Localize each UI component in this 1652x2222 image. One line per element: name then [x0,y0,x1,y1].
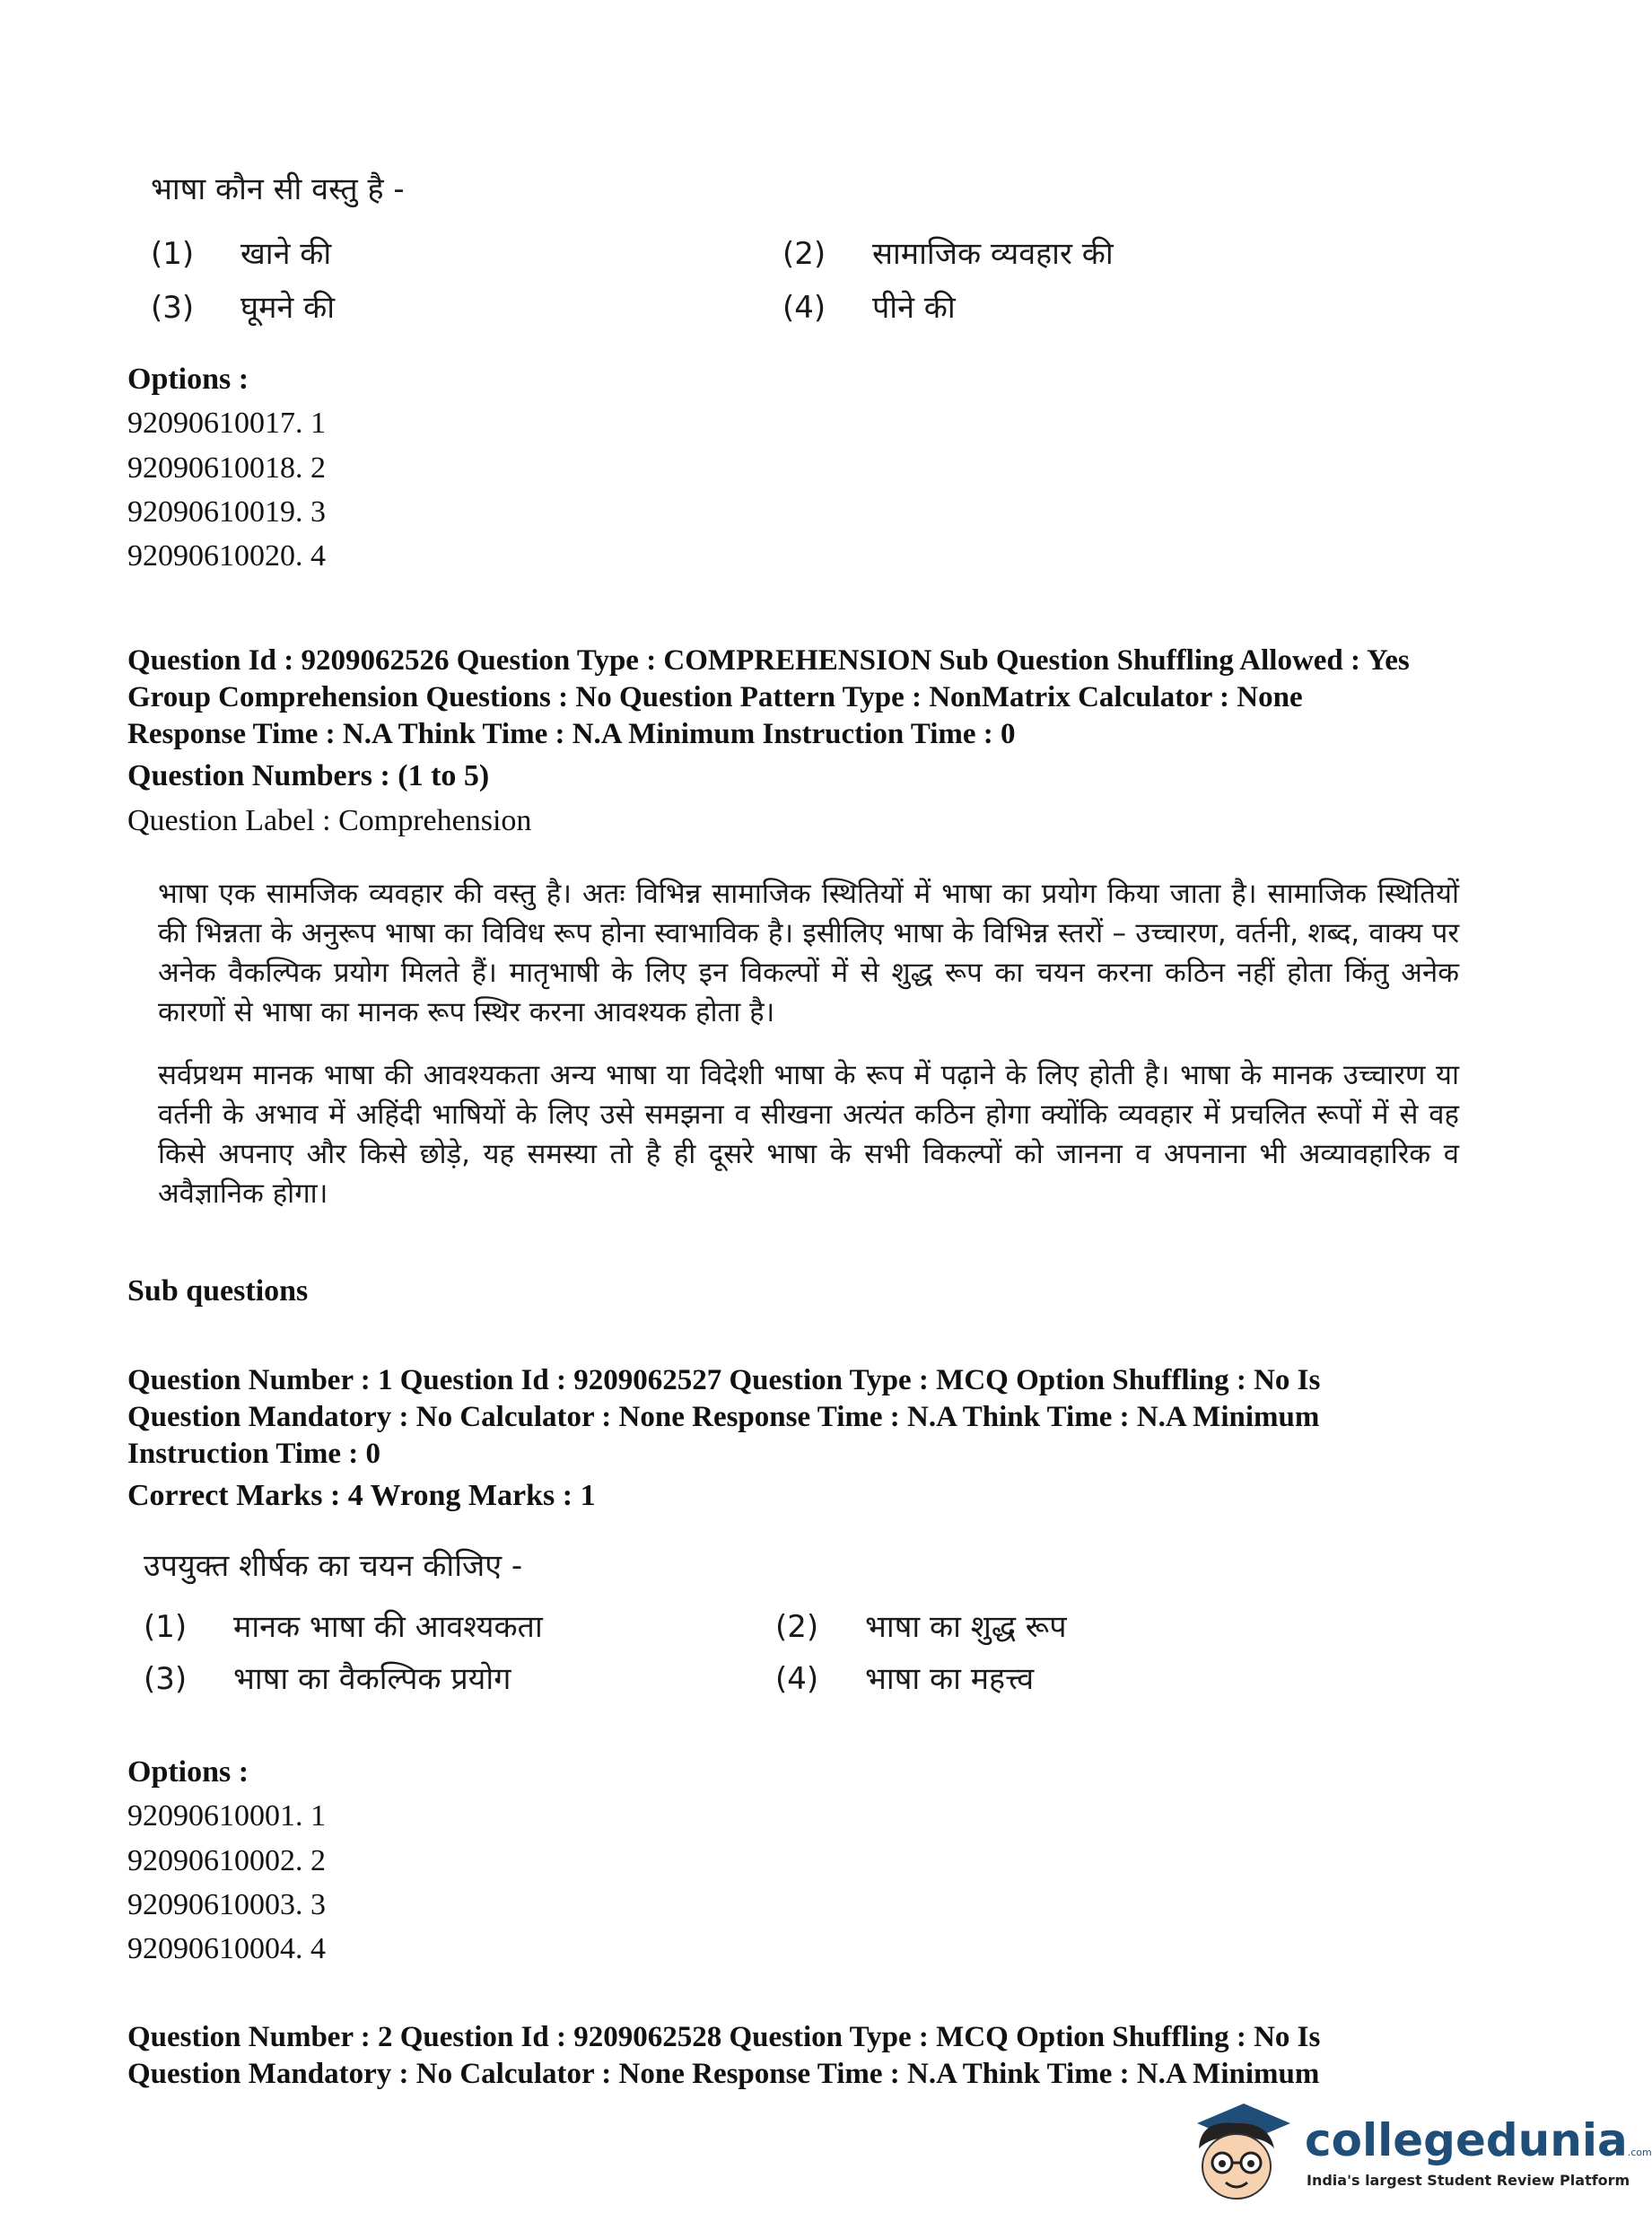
option-text: सामाजिक व्यवहार की [872,236,1114,272]
option-3 [151,285,335,327]
option-number: (2) [782,236,826,272]
option-number: (3) [144,1661,188,1697]
meta-line: Response Time : N.A Think Time : N.A Minimum Instruction Time : 0 [127,718,1016,750]
meta-line: Question Mandatory : No Calculator : None Response Time : N.A Think Time : N.A Minimum [127,1401,1320,1433]
option-id: 92090610002. 2 [127,1844,326,1877]
question-stem: भाषा कौन सी वस्तु है - [151,171,405,207]
option-id: 92090610019. 3 [127,495,326,529]
option-number: (3) [151,290,195,326]
logo-name: collegedunia [1305,2114,1628,2166]
option-4 [775,1657,1034,1698]
option-number: (4) [775,1661,819,1697]
question-stem: उपयुक्त शीर्षक का चयन कीजिए - [144,1548,523,1584]
option-id: 92090610003. 3 [127,1888,326,1921]
option-number: (1) [151,236,195,272]
mascot-icon [1181,2096,1298,2204]
option-text: खाने की [240,236,332,272]
option-4 [782,285,956,327]
option-id: 92090610017. 1 [127,407,326,440]
option-text: भाषा का शुद्ध रूप [865,1609,1067,1645]
option-text: घूमने की [240,290,336,326]
option-text: पीने की [872,290,956,326]
option-id: 92090610020. 4 [127,539,326,573]
option-text: मानक भाषा की आवश्यकता [233,1609,543,1645]
marks-line: Correct Marks : 4 Wrong Marks : 1 [127,1479,596,1512]
meta-line: Question Number : 1 Question Id : 9209062527 Question Type : MCQ Option Shuffling : No Is [127,1364,1321,1396]
options-heading: Options : [127,1755,249,1789]
meta-line: Group Comprehension Questions : No Question Pattern Type : NonMatrix Calculator : None [127,681,1303,713]
comprehension-paragraph-2: सर्वप्रथम मानक भाषा की आवश्यकता अन्य भाषा या विदेशी भाषा के रूप में पढ़ाने के लिए होती है। भाषा के मानक उच्चारण या वर्तनी के अभाव में अहिंदी भाषियों के लिए उसे समझना व सीखना अत्यंत कठिन होगा क्योंकि व्यवहार में प्रचलित रूपों में से वह किसे अपनाए और किसे छोड़े, यह समस्या तो है ही दूसरे भाषा के सभी विकल्पों को जानना व अपनाना भी अव्यावहारिक व अवैज्ञानिक होगा। [158,1059,1459,1210]
comprehension-paragraph-1: भाषा एक सामजिक व्यवहार की वस्तु है। अतः विभिन्न सामाजिक स्थितियों में भाषा का प्रयोग किया जाता है। सामाजिक स्थितियों की भिन्नता के अनुरूप भाषा का विविध रूप होना स्वाभाविक है। इसीलिए भाषा के विभिन्न स्तरों – उच्चारण, वर्तनी, शब्द, वाक्य पर अनेक वैकल्पिक प्रयोग मिलते हैं। मातृभाषी के लिए इन विकल्पों में से शुद्ध रूप का चयन करना कठिन नहीं होता किंतु अनेक कारणों से भाषा का मानक रूप स्थिर करना आवश्यक होता है। [158,878,1459,1028]
option-text: भाषा का वैकल्पिक प्रयोग [233,1661,511,1697]
collegedunia-logo [1181,2096,1652,2204]
option-id: 92090610001. 1 [127,1799,326,1833]
question-1-meta [127,1362,1581,1473]
option-1 [151,232,331,273]
option-2 [775,1605,1067,1646]
option-id: 92090610004. 4 [127,1932,326,1965]
comprehension-meta [127,643,1581,753]
option-number: (1) [144,1609,188,1645]
option-1 [144,1605,543,1646]
meta-line: Question Mandatory : No Calculator : None Response Time : N.A Think Time : N.A Minimum [127,2058,1320,2090]
option-number: (4) [782,290,826,326]
meta-line: Instruction Time : 0 [127,1438,381,1470]
question-label: Question Label : Comprehension [127,804,532,837]
option-2 [782,232,1114,273]
logo-domain: .com [1627,2147,1652,2158]
logo-tagline: India's largest Student Review Platform [1307,2172,1630,2189]
options-heading: Options : [127,363,249,396]
option-number: (2) [775,1609,819,1645]
option-id: 92090610018. 2 [127,451,326,485]
option-3 [144,1657,511,1698]
meta-line: Question Id : 9209062526 Question Type : COMPREHENSION Sub Question Shuffling Allowed : Yes [127,644,1410,677]
option-text: भाषा का महत्त्व [865,1661,1035,1697]
meta-line: Question Number : 2 Question Id : 9209062528 Question Type : MCQ Option Shuffling : No Is [127,2021,1321,2053]
sub-questions-heading: Sub questions [127,1274,309,1308]
question-2-meta [127,2019,1581,2093]
question-numbers: Question Numbers : (1 to 5) [127,759,490,792]
